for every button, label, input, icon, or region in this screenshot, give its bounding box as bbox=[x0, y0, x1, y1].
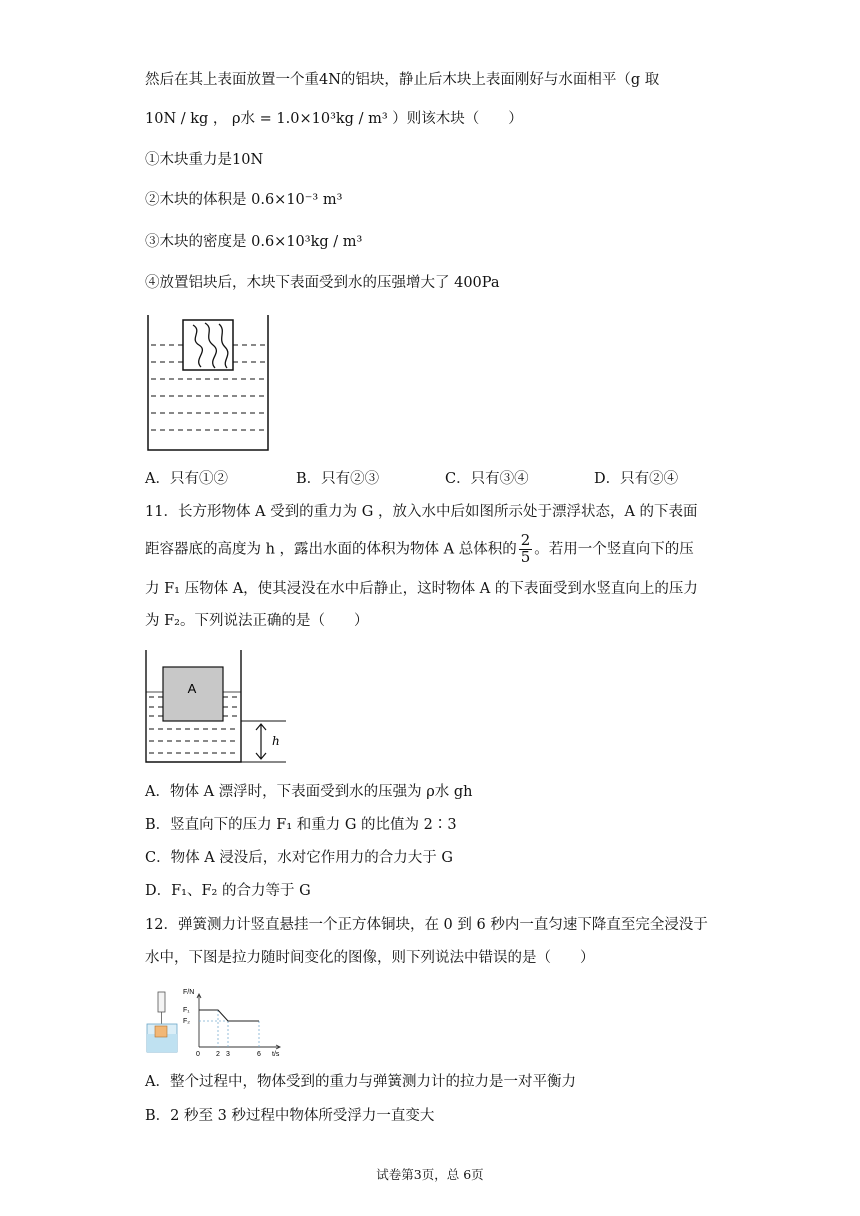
q10-stem-line2: 10N / kg ， ρ水 = 1.0×10³kg / m³ ）则该木块（ ） bbox=[145, 111, 523, 127]
q11-option-c: C．物体 A 浸没后，水对它作用力的合力大于 G bbox=[145, 850, 453, 866]
q11-option-a: A．物体 A 漂浮时，下表面受到水的压强为 ρ水 gh bbox=[145, 784, 473, 800]
q10-item-4: ④放置铝块后，木块下表面受到水的压强增大了 400Pa bbox=[145, 275, 500, 291]
q12-figure-spring-scale-beaker bbox=[143, 990, 183, 1054]
q11-option-b: B．竖直向下的压力 F₁ 和重力 G 的比值为 2∶3 bbox=[145, 817, 457, 833]
q11-figure-floating-block bbox=[143, 650, 303, 765]
q12-graph-tick-3: 3 bbox=[226, 1051, 230, 1057]
q12-graph-xlabel: t/s bbox=[272, 1051, 280, 1057]
q10-option-d: D．只有②④ bbox=[594, 471, 679, 487]
q10-stem-line1: 然后在其上表面放置一个重4N的铝块，静止后木块上表面刚好与水面相平（g 取 bbox=[145, 72, 660, 88]
q10-figure-wood-block-in-water bbox=[145, 315, 270, 452]
q11-block-label: A bbox=[187, 681, 197, 696]
q11-fraction-denominator: 5 bbox=[520, 547, 531, 566]
q11-stem-line1: 11．长方形物体 A 受到的重力为 G ，放入水中后如图所示处于漂浮状态，A 的下表面 bbox=[145, 504, 698, 520]
page-footer: 试卷第3页，总 6页 bbox=[376, 1167, 484, 1182]
q11-stem-line4: 为 F₂。下列说法正确的是（ ） bbox=[145, 613, 369, 629]
q12-graph-f2: F₂ bbox=[183, 1018, 190, 1025]
q12-graph-ylabel: F/N bbox=[183, 989, 195, 996]
q12-option-a: A．整个过程中，物体受到的重力与弹簧测力计的拉力是一对平衡力 bbox=[145, 1074, 576, 1090]
q11-fraction bbox=[519, 533, 533, 566]
q11-stem-line3: 力 F₁ 压物体 A，使其浸没在水中后静止，这时物体 A 的下表面受到水竖直向上的压力 bbox=[145, 581, 698, 597]
q11-stem-line2 bbox=[145, 533, 694, 566]
q10-option-b: B．只有②③ bbox=[296, 471, 380, 487]
q12-graph-tick-0: 0 bbox=[196, 1051, 200, 1057]
q12-stem-line1: 12．弹簧测力计竖直悬挂一个正方体铜块，在 0 到 6 秒内一直匀速下降直至完全浸没于 bbox=[145, 917, 708, 933]
q11-line2-text: 距容器底的高度为 h ，露出水面的体积为物体 A 总体积的 bbox=[145, 541, 517, 558]
q12-stem-line2: 水中，下图是拉力随时间变化的图像，则下列说法中错误的是（ ） bbox=[145, 950, 595, 966]
q10-option-c: C．只有③④ bbox=[445, 471, 529, 487]
q12-option-b: B．2 秒至 3 秒过程中物体所受浮力一直变大 bbox=[145, 1108, 435, 1124]
q10-item-1: ①木块重力是10N bbox=[145, 152, 264, 168]
q12-graph-tick-6: 6 bbox=[257, 1051, 261, 1057]
q11-line2-text-after: 。若用一个竖直向下的压 bbox=[534, 541, 694, 558]
q11-option-d: D．F₁、F₂ 的合力等于 G bbox=[145, 883, 311, 899]
q11-fraction-numerator: 2 bbox=[520, 531, 531, 549]
q12-figure-force-time-graph bbox=[180, 985, 290, 1057]
q10-option-a: A．只有①② bbox=[145, 471, 228, 487]
q12-graph-f1: F₁ bbox=[183, 1007, 190, 1014]
q11-height-label: h bbox=[272, 734, 280, 748]
q10-item-3: ③木块的密度是 0.6×10³kg / m³ bbox=[145, 234, 363, 250]
q10-item-2: ②木块的体积是 0.6×10⁻³ m³ bbox=[145, 192, 343, 208]
q12-graph-tick-2: 2 bbox=[216, 1051, 220, 1057]
